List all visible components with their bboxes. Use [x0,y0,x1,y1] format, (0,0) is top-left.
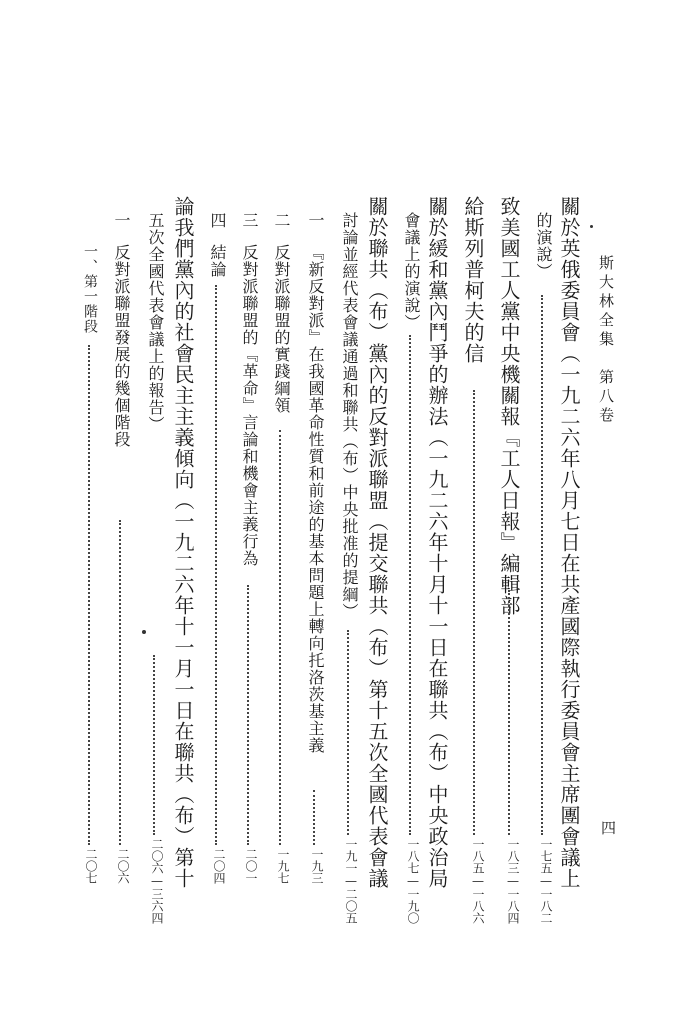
entry-title-line: 的演說） [534,212,553,280]
entry-title-line: 五次全國代表會議上的報告） [146,212,165,433]
page-number: 二〇四 [212,848,226,884]
leader-dots [347,630,349,835]
section-label: 二 [272,212,291,229]
entry-title-line: 關於英俄委員會（一九二六年八月七日在共產國際執行委員會主席團會議上 [557,196,581,889]
book-title: 斯大林全集 第八卷 [597,255,615,426]
page-range: 一八三—一八四 [506,838,520,924]
page-range: 一八七—一九〇 [406,838,420,924]
section-label: 一 [112,212,131,229]
entry-title-line: 關於聯共（布）黨內的反對派聯盟（提交聯共（布）第十五次全國代表會議 [365,196,389,889]
page-number: 一九三 [310,848,324,884]
leader-dots [153,655,155,835]
leader-dots [313,790,315,845]
entry-title-line: 給斯列普柯夫的信 [461,196,485,364]
leader-dots [508,590,510,835]
page-range: 一八五—一八六 [471,838,485,924]
ink-speck [142,630,146,634]
leader-dots [409,335,411,835]
leader-dots [473,390,475,835]
page-number: 一九七 [276,848,290,884]
page-range: 一九一—二〇五 [344,838,358,924]
leader-dots [279,430,281,845]
leader-dots [541,295,543,835]
leader-dots [247,585,249,845]
subsection-title: 一、第一階段 [82,244,98,334]
page-number: 二〇七 [84,848,98,884]
section-title: 反對派聯盟的『革命』言論和機會主義行為 [240,244,259,567]
page-number: 二〇六 [116,848,130,884]
entry-title-line: 討論並經代表會議通過和聯共（布）中央批准的提綱） [340,212,359,620]
entry-title-line: 論我們黨內的社會民主主義傾向（一九二六年十一月一日在聯共（布）第十 [171,196,195,889]
section-title: 反對派聯盟發展的幾個階段 [112,244,131,448]
section-label: 三 [240,212,259,229]
section-title: 結論 [208,244,227,278]
leader-dots [215,285,217,845]
leader-dots [119,520,121,845]
section-label: 一 [306,212,325,229]
page-range: 二〇六—三六四 [150,838,164,924]
section-label: 四 [208,212,227,229]
page-range: 一七五—一八二 [539,838,553,924]
entry-title-line: 會議上的演說） [402,212,421,331]
section-title: 反對派聯盟的實踐綱領 [272,244,291,414]
section-title: 『新反對派』在我國革命性質和前途的基本問題上轉向托洛茨基主義 [306,244,325,754]
entry-title-line: 關於緩和黨內鬥爭的辦法（一九二六年十月十一日在聯共（布）中央政治局 [425,196,449,889]
entry-title-line: 致美國工人黨中央機關報『工人日報』編輯部 [497,196,521,616]
page-number: 四 [599,820,617,835]
ink-speck [590,225,593,228]
page-number: 二〇一 [244,848,258,884]
leader-dots [88,345,90,845]
